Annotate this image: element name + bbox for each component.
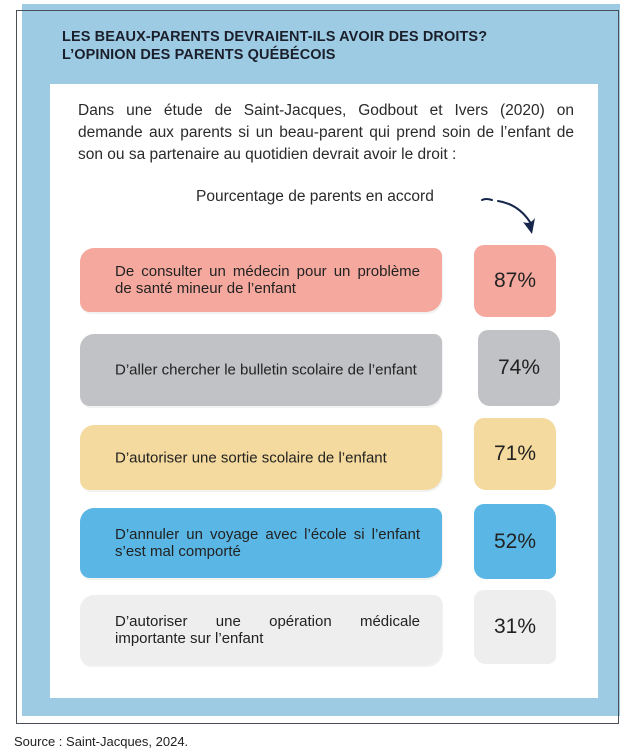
percentage-caption: Pourcentage de parents en accord — [196, 188, 434, 205]
category-label: D’autoriser une opération médicale importante sur l’enfant — [115, 613, 420, 647]
value-box — [474, 590, 556, 664]
value-box — [478, 330, 560, 406]
value-label: 87% — [493, 269, 537, 292]
value-label: 74% — [497, 356, 541, 379]
value-label: 71% — [493, 442, 537, 465]
category-label: D’annuler un voyage avec l’école si l’enfant s’est mal comporté — [115, 526, 420, 560]
value-label: 31% — [493, 615, 537, 638]
category-label-box — [80, 595, 442, 665]
curved-arrow-icon — [478, 192, 542, 240]
category-label: De consulter un médecin pour un problème de santé mineur de l’enfant — [115, 263, 420, 297]
value-box — [474, 245, 556, 317]
category-label-box — [80, 334, 442, 406]
value-label: 52% — [493, 529, 537, 553]
category-label-box — [80, 425, 442, 490]
category-label: D’autoriser une sortie scolaire de l’enfant — [115, 449, 387, 466]
category-label-box — [80, 248, 442, 312]
title-line-2: L’OPINION DES PARENTS QUÉBÉCOIS — [62, 47, 336, 63]
value-box — [474, 418, 556, 490]
value-box — [474, 504, 556, 579]
source-note: Source : Saint-Jacques, 2024. — [14, 734, 189, 749]
title-line-1: LES BEAUX-PARENTS DEVRAIENT-ILS AVOIR DES DROITS? — [62, 29, 488, 45]
intro-text: Dans une étude de Saint-Jacques, Godbout et Ivers (2020) on demande aux parents si un beau-parent qui prend soin de l’enfant de son ou sa partenaire au quotidien devrait avoir le droit : — [78, 102, 574, 163]
page-title — [62, 28, 602, 64]
category-label-box — [80, 508, 442, 578]
category-label: D’aller chercher le bulletin scolaire de l’enfant — [115, 361, 417, 379]
